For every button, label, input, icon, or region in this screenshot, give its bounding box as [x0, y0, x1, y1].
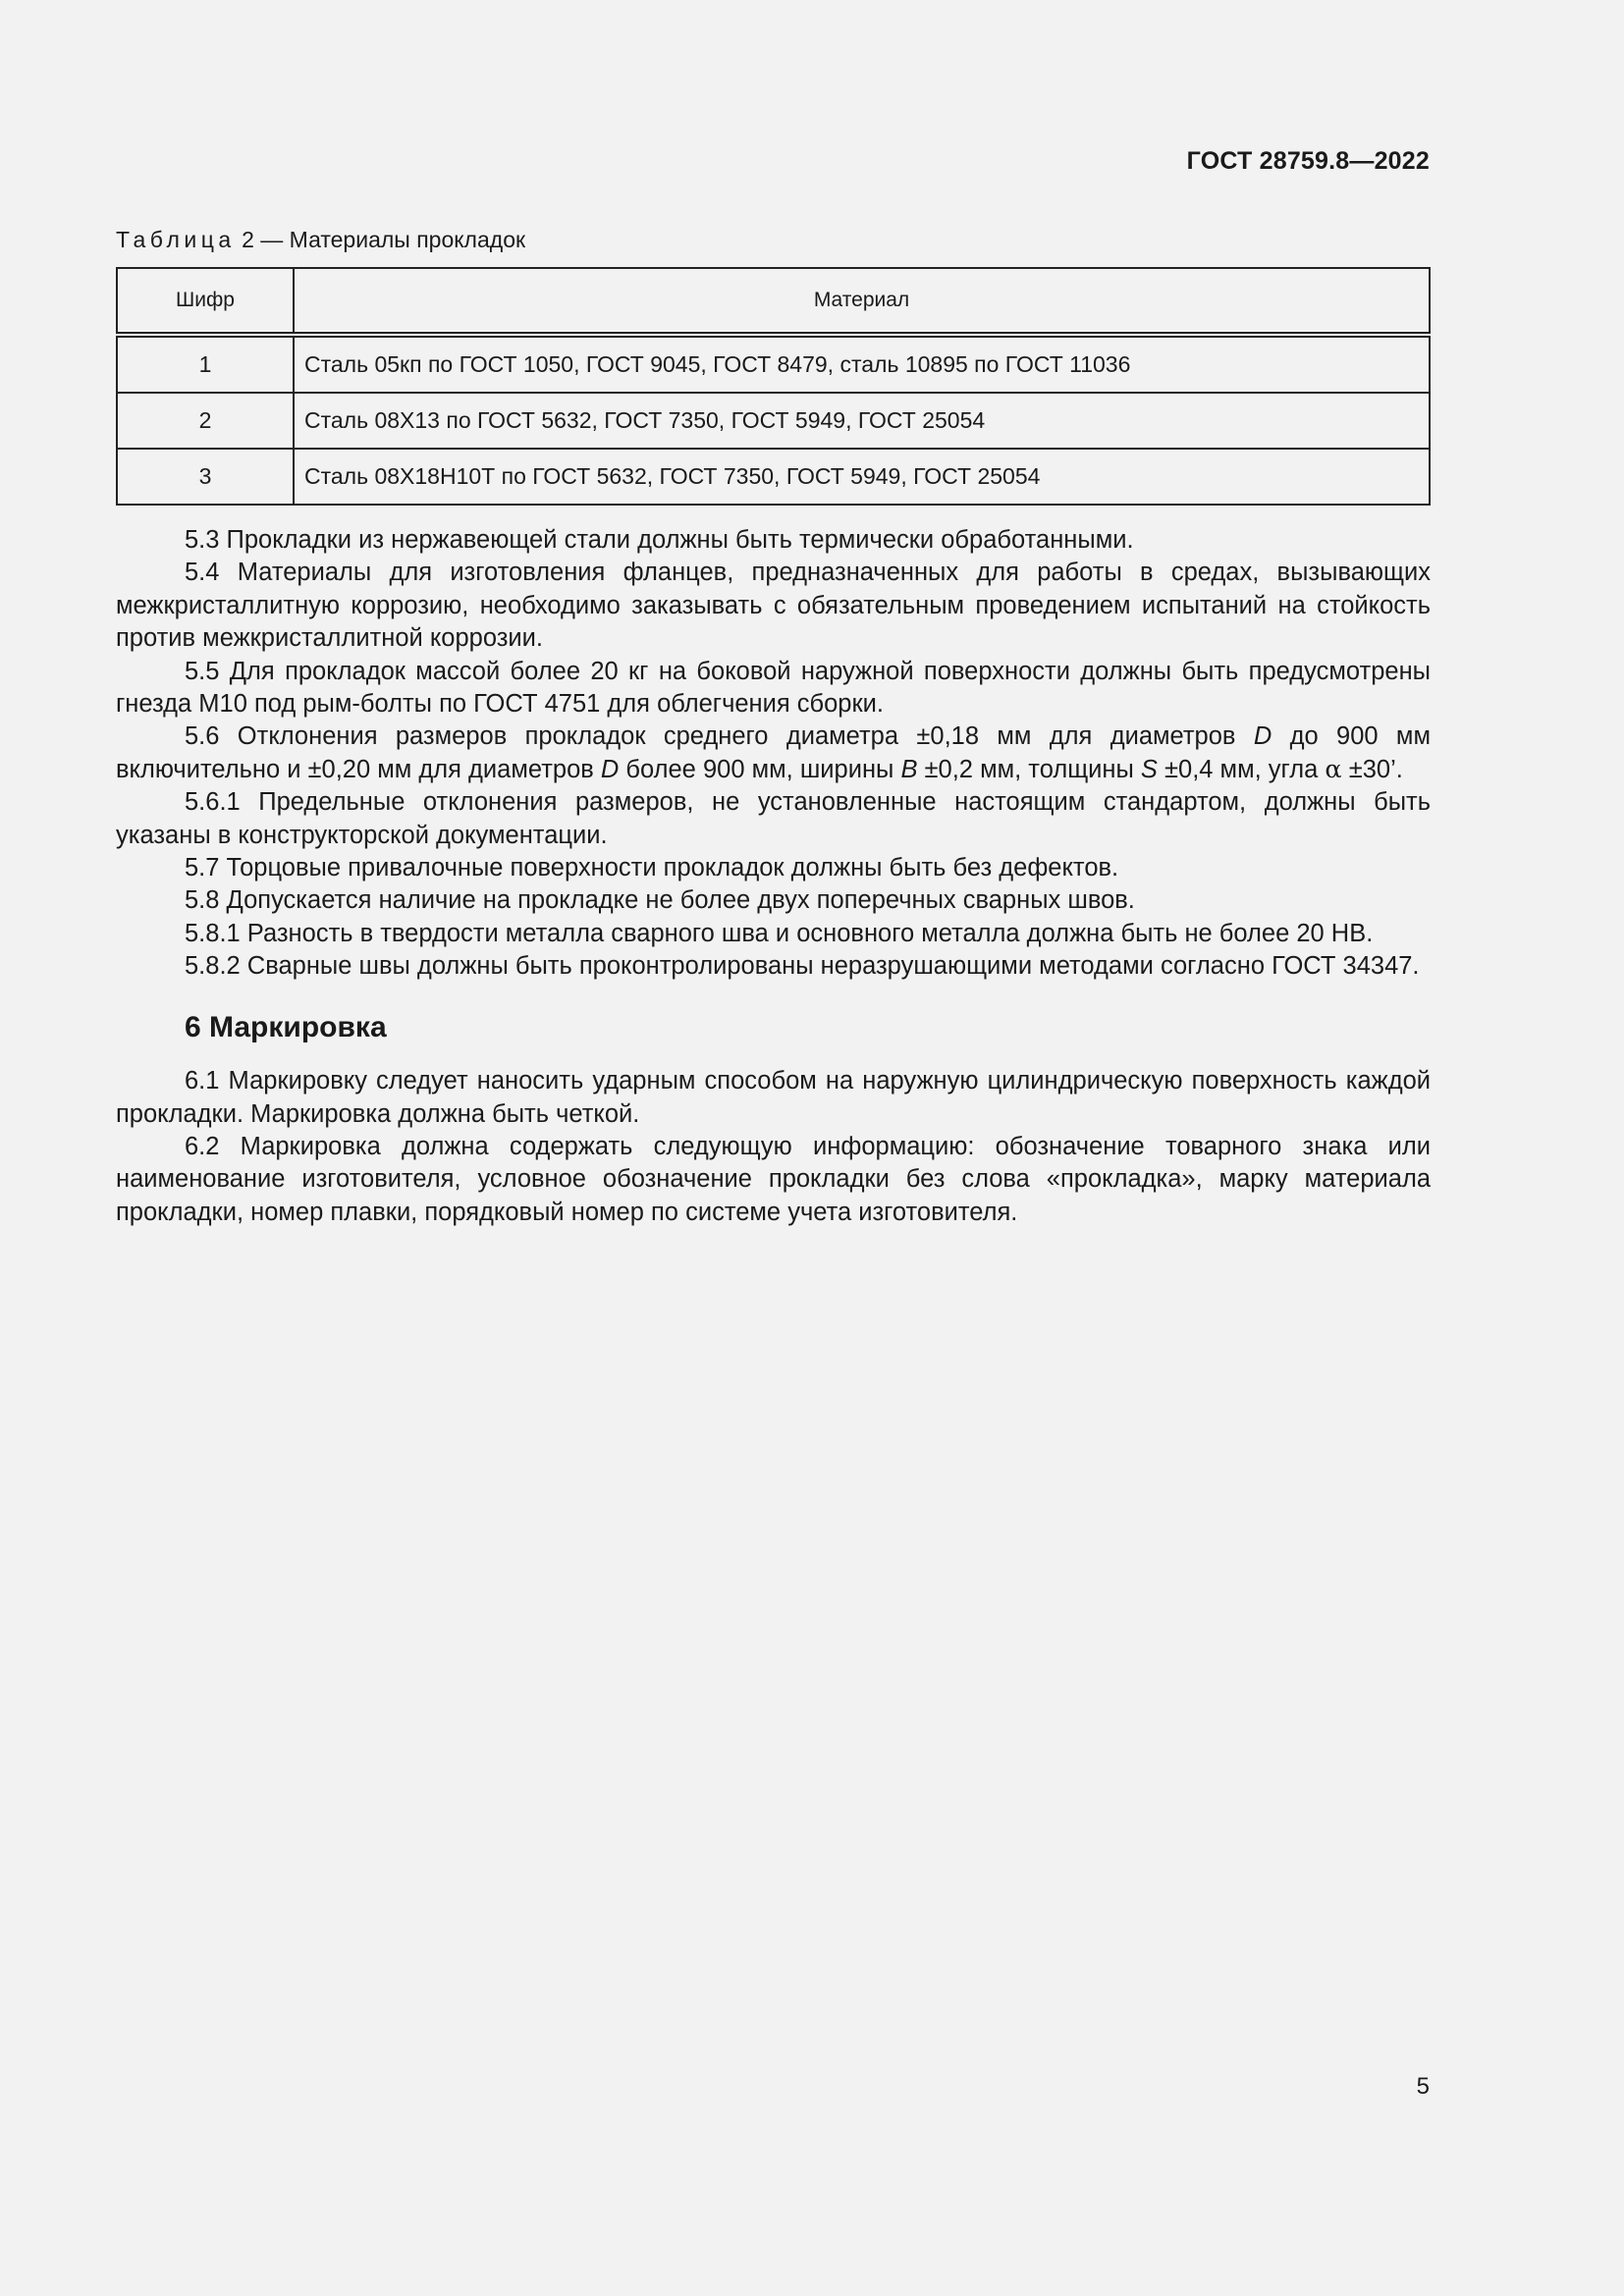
clause-5-4: 5.4 Материалы для изготовления фланцев, предназначенных для работы в средах, вызывающих межкристаллитную коррозию, необходимо заказывать с обязательным проведением испытаний на стойкость против межкристаллитной коррозии.: [116, 559, 1431, 653]
clause-5-8-2: 5.8.2 Сварные швы должны быть проконтролированы неразрушающими методами согласно ГОСТ 34347.: [185, 952, 1420, 981]
clause-5-6-1: 5.6.1 Предельные отклонения размеров, не установленные настоящим стандартом, должны быть указаны в конструкторской документации.: [116, 788, 1431, 849]
table-caption: [116, 227, 525, 253]
clause-5-7: 5.7 Торцовые привалочные поверхности прокладок должны быть без дефектов.: [185, 854, 1119, 882]
variable-d: D: [1253, 722, 1272, 751]
variable-s: S: [1140, 755, 1158, 783]
table-caption-number: 2: [242, 227, 254, 252]
row-code: 1: [117, 335, 294, 393]
variable-alpha: α: [1325, 754, 1342, 784]
clause-5-6-text: до 900 мм включительно и ±0,20 мм для диаметров: [116, 722, 1431, 783]
clause-5-5: 5.5 Для прокладок массой более 20 кг на боковой наружной поверхности должны быть предусмотрены гнезда М10 под рым-болты по ГОСТ 4751 для облегчения сборки.: [116, 657, 1431, 719]
table-caption-prefix: Таблица: [116, 227, 236, 252]
clause-6-1: 6.1 Маркировку следует наносить ударным способом на наружную цилиндрическую поверхность каждой прокладки. Маркировка должна быть четкой.: [116, 1067, 1431, 1128]
clause-5-6-text: 5.6 Отклонения размеров прокладок среднего диаметра ±0,18 мм для диаметров: [185, 722, 1254, 751]
table-row: [117, 393, 1430, 449]
clause-5-6-text: более 900 мм, ширины: [619, 755, 901, 783]
table-header-row: [117, 268, 1430, 335]
row-code: 2: [117, 393, 294, 449]
clause-5-8: 5.8 Допускается наличие на прокладке не более двух поперечных сварных швов.: [185, 886, 1135, 915]
variable-d: D: [600, 755, 620, 783]
clause-5-3: 5.3 Прокладки из нержавеющей стали должны быть термически обработанными.: [185, 526, 1134, 554]
row-code: 3: [117, 449, 294, 505]
variable-b: B: [900, 755, 918, 783]
column-header-code: Шифр: [117, 268, 294, 335]
materials-table: [116, 267, 1431, 506]
document-code: ГОСТ 28759.8—2022: [1186, 147, 1430, 175]
section-heading-marking: 6 Маркировка: [185, 1010, 387, 1043]
body-text: [116, 524, 1431, 1229]
column-header-material: Материал: [294, 268, 1430, 335]
clause-5-6-text: ±30’.: [1341, 755, 1403, 783]
row-material: Сталь 08Х13 по ГОСТ 5632, ГОСТ 7350, ГОСТ 5949, ГОСТ 25054: [294, 393, 1430, 449]
row-material: Сталь 05кп по ГОСТ 1050, ГОСТ 9045, ГОСТ 8479, сталь 10895 по ГОСТ 11036: [294, 335, 1430, 393]
clause-5-8-1: 5.8.1 Разность в твердости металла сварного шва и основного металла должна быть не более 20 НВ.: [185, 919, 1374, 947]
page-number: 5: [1416, 2073, 1430, 2100]
clause-5-6-text: ±0,4 мм, угла: [1157, 755, 1326, 783]
clause-6-2: 6.2 Маркировка должна содержать следующую информацию: обозначение товарного знака или наименование изготовителя, условное обозначение прокладки без слова «прокладка», марку материала прокладки, номер плавки, порядковый номер по системе учета изготовителя.: [116, 1132, 1431, 1226]
clause-5-6: [116, 721, 1431, 786]
table-caption-title: — Материалы прокладок: [260, 227, 526, 252]
row-material: Сталь 08Х18Н10Т по ГОСТ 5632, ГОСТ 7350, ГОСТ 5949, ГОСТ 25054: [294, 449, 1430, 505]
table-row: [117, 335, 1430, 393]
clause-5-6-text: ±0,2 мм, толщины: [917, 755, 1141, 783]
table-row: [117, 449, 1430, 505]
